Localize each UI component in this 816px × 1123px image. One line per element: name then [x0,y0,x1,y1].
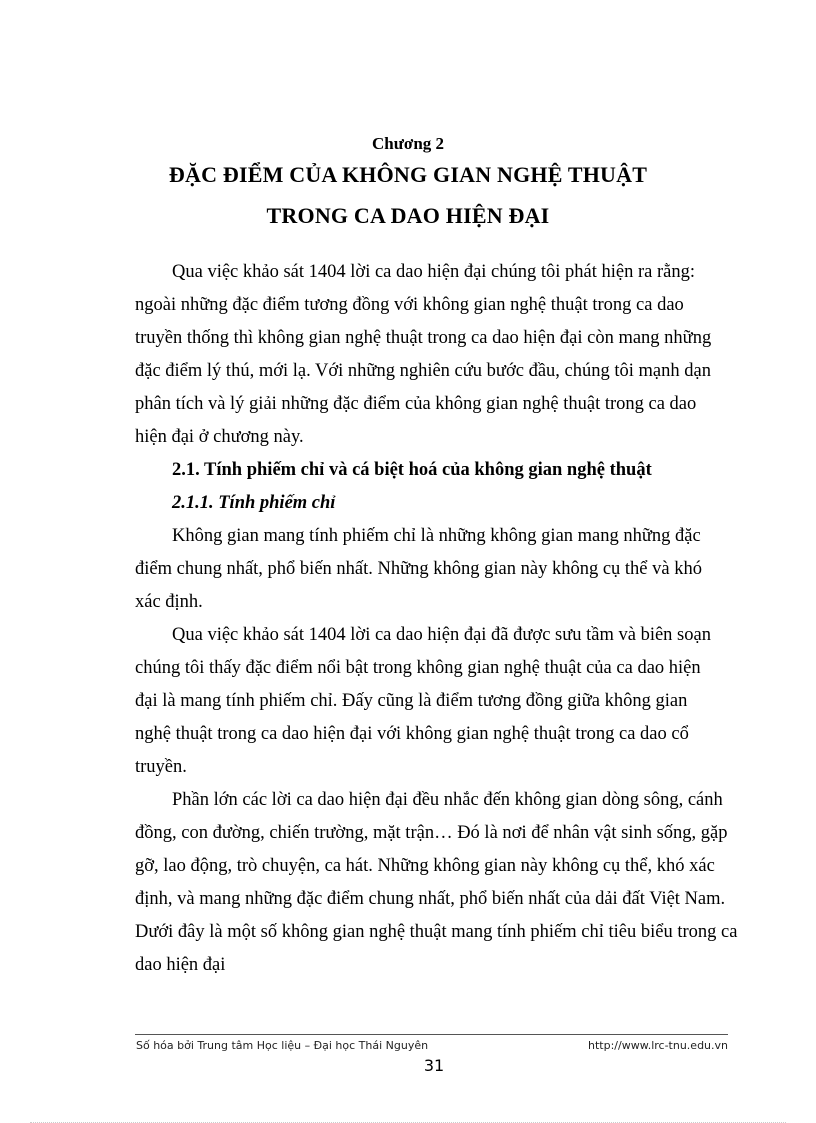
intro-line: ngoài những đặc điểm tương đồng với không gian nghệ thuật trong ca dao [135,295,684,315]
footer-source: Số hóa bởi Trung tâm Học liệu – Đại học Thái Nguyên [136,1039,429,1052]
chapter-label: Chương 2 [371,134,445,153]
paragraph-line: đại là mang tính phiếm chỉ. Đấy cũng là điểm tương đồng giữa không gian [135,691,688,711]
paragraph-line: đồng, con đường, chiến trường, mặt trận… Đó là nơi để nhân vật sinh sống, gặp [135,823,728,843]
paragraph-line: gỡ, lao động, trò chuyện, ca hát. Những không gian này không cụ thể, khó xác [135,856,715,876]
paragraph-line: Không gian mang tính phiếm chỉ là những không gian mang những đặc [172,526,701,546]
paragraph-line: Dưới đây là một số không gian nghệ thuật mang tính phiếm chỉ tiêu biểu trong ca [135,922,738,942]
chapter-title-line-1: ĐẶC ĐIỂM CỦA KHÔNG GIAN NGHỆ THUẬT [168,162,648,187]
paragraph-line: dao hiện đại [135,955,226,975]
paragraph-line: chúng tôi thấy đặc điểm nổi bật trong không gian nghệ thuật của ca dao hiện [135,658,701,678]
section-heading: 2.1. Tính phiếm chỉ và cá biệt hoá của không gian nghệ thuật [172,460,652,480]
paragraph-line: Qua việc khảo sát 1404 lời ca dao hiện đại đã được sưu tầm và biên soạn [172,625,711,645]
paragraph-line: xác định. [135,592,203,612]
paragraph-line: Phần lớn các lời ca dao hiện đại đều nhắc đến không gian dòng sông, cánh [172,790,723,810]
paragraph-line: nghệ thuật trong ca dao hiện đại với không gian nghệ thuật trong ca dao cổ [135,724,689,744]
intro-line: đặc điểm lý thú, mới lạ. Với những nghiên cứu bước đầu, chúng tôi mạnh dạn [135,361,711,381]
footer-url: http://www.lrc-tnu.edu.vn [588,1039,728,1052]
chapter-title-line-2: TRONG CA DAO HIỆN ĐẠI [266,203,550,228]
intro-line: Qua việc khảo sát 1404 lời ca dao hiện đại chúng tôi phát hiện ra rằng: [172,262,695,282]
paragraph-line: truyền. [135,757,187,777]
intro-line: hiện đại ở chương này. [135,427,304,447]
subsection-heading: 2.1.1. Tính phiếm chỉ [172,493,336,513]
page-number: 31 [423,1056,445,1075]
footer-divider [135,1034,728,1035]
paragraph-line: định, và mang những đặc điểm chung nhất, phổ biến nhất của dải đất Việt Nam. [135,889,726,909]
intro-line: truyền thống thì không gian nghệ thuật trong ca dao hiện đại còn mang những [135,328,712,348]
intro-line: phân tích và lý giải những đặc điểm của không gian nghệ thuật trong ca dao [135,394,697,414]
paragraph-line: điểm chung nhất, phổ biến nhất. Những không gian này không cụ thể và khó [135,559,702,579]
